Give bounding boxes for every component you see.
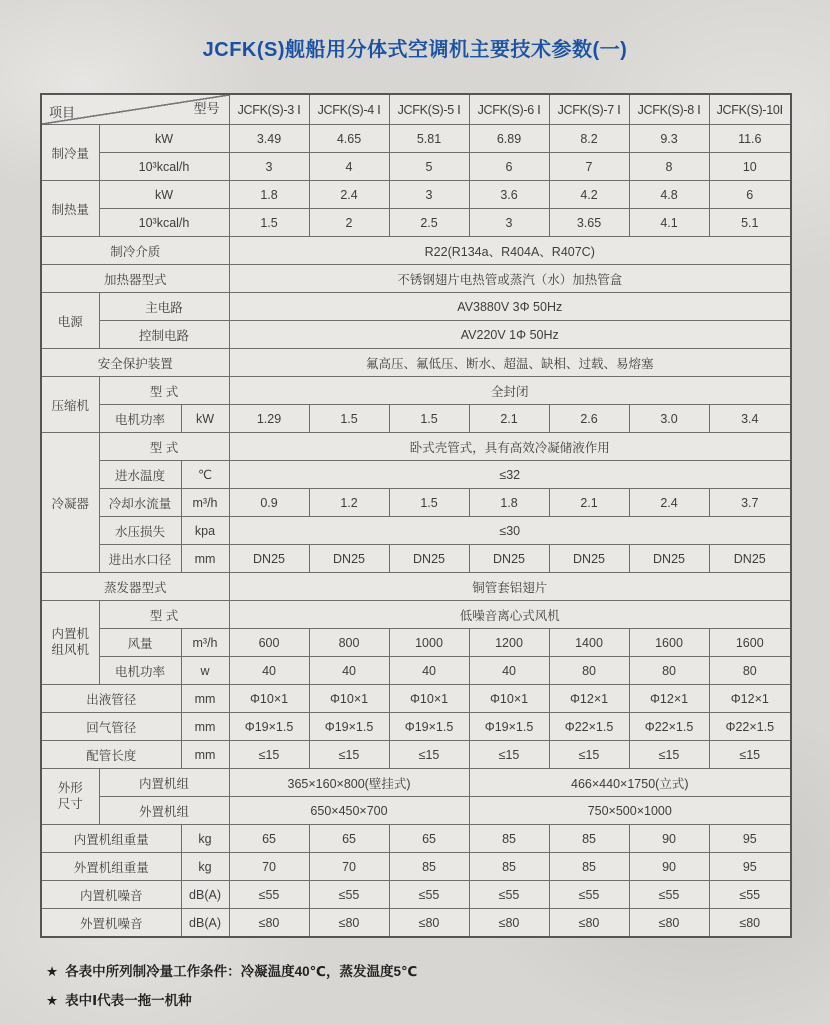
- star-icon: ★: [46, 964, 59, 979]
- dimensions-indoor-row: [41, 769, 791, 797]
- value-cell: Φ19×1.5: [229, 713, 309, 741]
- span-value-cell: 氟高压、氟低压、断水、超温、缺相、过载、易熔塞: [229, 349, 791, 377]
- value-cell: Φ19×1.5: [309, 713, 389, 741]
- span-value-cell: ≤32: [229, 461, 791, 489]
- value-cell: 8.2: [549, 125, 629, 153]
- value-cell: 85: [469, 853, 549, 881]
- value-cell: 6: [469, 153, 549, 181]
- value-cell: ≤80: [229, 909, 309, 938]
- power-control-row: [41, 321, 791, 349]
- value-cell: 9.3: [629, 125, 709, 153]
- unit-cell: mm: [181, 545, 229, 573]
- row-label-dimensions-line2: 尺寸: [57, 796, 83, 811]
- footnotes: [46, 960, 786, 1018]
- value-cell: 6.89: [469, 125, 549, 153]
- heating-kw-row: [41, 181, 791, 209]
- value-cell: 85: [389, 853, 469, 881]
- value-cell: 0.9: [229, 489, 309, 517]
- value-cell: ≤15: [549, 741, 629, 769]
- value-cell: 800: [309, 629, 389, 657]
- sub-label-water-flow: 冷却水流量: [99, 489, 181, 517]
- row-label-refrigerant: 制冷介质: [41, 237, 229, 265]
- value-cell: Φ22×1.5: [549, 713, 629, 741]
- unit-cell: kg: [181, 853, 229, 881]
- value-cell: 8: [629, 153, 709, 181]
- cooling-kcal-row: [41, 153, 791, 181]
- value-cell: 85: [549, 825, 629, 853]
- value-cell: ≤15: [469, 741, 549, 769]
- value-cell: 1.5: [389, 405, 469, 433]
- value-cell: 1.29: [229, 405, 309, 433]
- value-cell: 3.0: [629, 405, 709, 433]
- sub-label-air-volume: 风量: [99, 629, 181, 657]
- value-cell: ≤15: [229, 741, 309, 769]
- value-cell: ≤15: [709, 741, 791, 769]
- value-cell: ≤80: [709, 909, 791, 938]
- value-cell: 1600: [629, 629, 709, 657]
- value-cell: 6: [709, 181, 791, 209]
- value-cell: 80: [709, 657, 791, 685]
- value-cell: 80: [629, 657, 709, 685]
- row-label-compressor: 压缩机: [41, 377, 99, 433]
- value-cell: ≤55: [389, 881, 469, 909]
- value-cell: ≤55: [549, 881, 629, 909]
- star-icon: ★: [46, 993, 59, 1008]
- value-cell: 65: [389, 825, 469, 853]
- value-cell: ≤55: [629, 881, 709, 909]
- value-cell: 10: [709, 153, 791, 181]
- row-label-safety: 安全保护装置: [41, 349, 229, 377]
- value-cell: Φ12×1: [709, 685, 791, 713]
- value-cell: 95: [709, 825, 791, 853]
- value-cell: 1000: [389, 629, 469, 657]
- value-cell: 2.4: [629, 489, 709, 517]
- value-cell: 3.49: [229, 125, 309, 153]
- sub-label-motor-power: 电机功率: [99, 657, 181, 685]
- unit-cell: kW: [99, 125, 229, 153]
- model-header-cell: JCFK(S)-3 Ⅰ: [229, 94, 309, 125]
- value-cell: ≤80: [469, 909, 549, 938]
- span-value-cell: 铜管套铝翅片: [229, 573, 791, 601]
- outdoor-noise-row: [41, 909, 791, 938]
- value-cell: 4: [309, 153, 389, 181]
- value-cell: Φ10×1: [229, 685, 309, 713]
- value-cell: 1600: [709, 629, 791, 657]
- value-cell: 80: [549, 657, 629, 685]
- value-cell: 11.6: [709, 125, 791, 153]
- span-value-cell: R22(R134a、R404A、R407C): [229, 237, 791, 265]
- condenser-inlet-temp-row: [41, 461, 791, 489]
- unit-cell: 10³kcal/h: [99, 153, 229, 181]
- dimensions-outdoor-row: [41, 797, 791, 825]
- unit-cell: mm: [181, 685, 229, 713]
- fan-motor-row: [41, 657, 791, 685]
- value-cell: DN25: [389, 545, 469, 573]
- value-cell: 3.6: [469, 181, 549, 209]
- footnote-2-text: 表中Ⅰ代表一拖一机种: [65, 993, 192, 1008]
- page-title: JCFK(S)舰船用分体式空调机主要技术参数(一): [202, 39, 628, 61]
- value-cell: 2.4: [309, 181, 389, 209]
- fan-type-row: [41, 601, 791, 629]
- model-header-cell: JCFK(S)-8 Ⅰ: [629, 94, 709, 125]
- value-cell: Φ22×1.5: [709, 713, 791, 741]
- row-label-outdoor-noise: 外置机噪音: [41, 909, 181, 938]
- value-cell: Φ10×1: [309, 685, 389, 713]
- value-cell: 90: [629, 853, 709, 881]
- condenser-pressure-loss-row: [41, 517, 791, 545]
- span-value-cell: AV220V 1Φ 50Hz: [229, 321, 791, 349]
- value-cell: 1.5: [229, 209, 309, 237]
- row-label-power: 电源: [41, 293, 99, 349]
- value-cell: 600: [229, 629, 309, 657]
- value-cell: ≤15: [309, 741, 389, 769]
- unit-cell: mm: [181, 713, 229, 741]
- span-value-cell: ≤30: [229, 517, 791, 545]
- heater-row: [41, 265, 791, 293]
- evaporator-row: [41, 573, 791, 601]
- value-cell: 3.4: [709, 405, 791, 433]
- dimension-value-cell: 365×160×800(壁挂式): [229, 769, 469, 797]
- model-header-cell: JCFK(S)-6 Ⅰ: [469, 94, 549, 125]
- unit-cell: kW: [99, 181, 229, 209]
- corner-cell: [41, 94, 229, 125]
- unit-cell: kpa: [181, 517, 229, 545]
- value-cell: 4.8: [629, 181, 709, 209]
- dimension-value-cell: 466×440×1750(立式): [469, 769, 791, 797]
- condenser-water-flow-row: [41, 489, 791, 517]
- row-label-outdoor-weight: 外置机组重量: [41, 853, 181, 881]
- value-cell: 4.2: [549, 181, 629, 209]
- spec-table: [40, 93, 792, 938]
- row-label-indoor-noise: 内置机噪音: [41, 881, 181, 909]
- span-value-cell: AV3880V 3Φ 50Hz: [229, 293, 791, 321]
- value-cell: Φ19×1.5: [389, 713, 469, 741]
- value-cell: 65: [309, 825, 389, 853]
- value-cell: 5: [389, 153, 469, 181]
- power-main-row: [41, 293, 791, 321]
- value-cell: Φ12×1: [549, 685, 629, 713]
- pipe-length-row: [41, 741, 791, 769]
- sub-label-outdoor-unit: 外置机组: [99, 797, 229, 825]
- value-cell: ≤80: [549, 909, 629, 938]
- value-cell: 1.5: [389, 489, 469, 517]
- value-cell: 40: [229, 657, 309, 685]
- sub-label-main-circuit: 主电路: [99, 293, 229, 321]
- footnote-1-text: 各表中所列制冷量工作条件：冷凝温度40℃，蒸发温度5℃: [65, 964, 418, 979]
- value-cell: 2.1: [469, 405, 549, 433]
- sub-label-motor-power: 电机功率: [99, 405, 181, 433]
- model-header-cell: JCFK(S)-10Ⅰ: [709, 94, 791, 125]
- gas-pipe-row: [41, 713, 791, 741]
- value-cell: Φ19×1.5: [469, 713, 549, 741]
- value-cell: 40: [389, 657, 469, 685]
- value-cell: 40: [309, 657, 389, 685]
- value-cell: 1.8: [469, 489, 549, 517]
- row-label-indoor-fan-line2: 组风机: [51, 642, 89, 657]
- value-cell: DN25: [309, 545, 389, 573]
- value-cell: 7: [549, 153, 629, 181]
- sub-label-port-size: 进出水口径: [99, 545, 181, 573]
- safety-row: [41, 349, 791, 377]
- row-label-indoor-fan-line1: 内置机: [51, 626, 89, 641]
- liquid-pipe-row: [41, 685, 791, 713]
- value-cell: ≤80: [309, 909, 389, 938]
- value-cell: ≤55: [229, 881, 309, 909]
- row-label-indoor-weight: 内置机组重量: [41, 825, 181, 853]
- row-label-liquid-pipe: 出液管径: [41, 685, 181, 713]
- header-row: [41, 94, 791, 125]
- value-cell: DN25: [549, 545, 629, 573]
- sub-label-type: 型 式: [99, 433, 229, 461]
- outdoor-weight-row: [41, 853, 791, 881]
- span-value-cell: 全封闭: [229, 377, 791, 405]
- span-value-cell: 不锈钢翅片电热管或蒸汽（水）加热管盒: [229, 265, 791, 293]
- sub-label-indoor-unit: 内置机组: [99, 769, 229, 797]
- row-label-condenser: 冷凝器: [41, 433, 99, 573]
- unit-cell: kW: [181, 405, 229, 433]
- value-cell: 1200: [469, 629, 549, 657]
- value-cell: 5.1: [709, 209, 791, 237]
- row-label-gas-pipe: 回气管径: [41, 713, 181, 741]
- sub-label-type: 型 式: [99, 601, 229, 629]
- unit-cell: dB(A): [181, 909, 229, 938]
- value-cell: 3: [229, 153, 309, 181]
- value-cell: 85: [469, 825, 549, 853]
- value-cell: 90: [629, 825, 709, 853]
- unit-cell: ℃: [181, 461, 229, 489]
- unit-cell: dB(A): [181, 881, 229, 909]
- sub-label-pressure-loss: 水压损失: [99, 517, 181, 545]
- sub-label-control-circuit: 控制电路: [99, 321, 229, 349]
- footnote-1: [46, 960, 786, 980]
- value-cell: ≤15: [389, 741, 469, 769]
- value-cell: ≤80: [629, 909, 709, 938]
- value-cell: 2.6: [549, 405, 629, 433]
- value-cell: 2: [309, 209, 389, 237]
- value-cell: 70: [229, 853, 309, 881]
- value-cell: DN25: [469, 545, 549, 573]
- row-label-heater: 加热器型式: [41, 265, 229, 293]
- value-cell: ≤80: [389, 909, 469, 938]
- value-cell: 95: [709, 853, 791, 881]
- value-cell: ≤55: [309, 881, 389, 909]
- value-cell: 3: [389, 181, 469, 209]
- value-cell: 3.65: [549, 209, 629, 237]
- condenser-type-row: [41, 433, 791, 461]
- corner-item-label: 项目: [49, 105, 76, 120]
- value-cell: ≤55: [709, 881, 791, 909]
- indoor-weight-row: [41, 825, 791, 853]
- indoor-noise-row: [41, 881, 791, 909]
- span-value-cell: 低噪音离心式风机: [229, 601, 791, 629]
- value-cell: 1.2: [309, 489, 389, 517]
- row-label-evaporator: 蒸发器型式: [41, 573, 229, 601]
- unit-cell: w: [181, 657, 229, 685]
- value-cell: DN25: [629, 545, 709, 573]
- refrigerant-row: [41, 237, 791, 265]
- footnote-2: [46, 989, 786, 1009]
- condenser-port-size-row: [41, 545, 791, 573]
- compressor-motor-row: [41, 405, 791, 433]
- fan-air-volume-row: [41, 629, 791, 657]
- value-cell: 1400: [549, 629, 629, 657]
- value-cell: 70: [309, 853, 389, 881]
- dimension-value-cell: 750×500×1000: [469, 797, 791, 825]
- value-cell: 85: [549, 853, 629, 881]
- model-header-cell: JCFK(S)-7 Ⅰ: [549, 94, 629, 125]
- unit-cell: kg: [181, 825, 229, 853]
- value-cell: DN25: [229, 545, 309, 573]
- cooling-kw-row: [41, 125, 791, 153]
- span-value-cell: 卧式壳管式，具有高效冷凝储液作用: [229, 433, 791, 461]
- value-cell: 5.81: [389, 125, 469, 153]
- compressor-type-row: [41, 377, 791, 405]
- sub-label-type: 型 式: [99, 377, 229, 405]
- row-label-dimensions: [41, 769, 99, 825]
- value-cell: 4.1: [629, 209, 709, 237]
- value-cell: Φ10×1: [469, 685, 549, 713]
- unit-cell: m³/h: [181, 489, 229, 517]
- unit-cell: mm: [181, 741, 229, 769]
- value-cell: 2.5: [389, 209, 469, 237]
- value-cell: 3.7: [709, 489, 791, 517]
- heating-kcal-row: [41, 209, 791, 237]
- value-cell: 1.8: [229, 181, 309, 209]
- value-cell: 2.1: [549, 489, 629, 517]
- row-label-pipe-length: 配管长度: [41, 741, 181, 769]
- value-cell: 1.5: [309, 405, 389, 433]
- value-cell: 3: [469, 209, 549, 237]
- sub-label-inlet-temp: 进水温度: [99, 461, 181, 489]
- model-header-cell: JCFK(S)-4 Ⅰ: [309, 94, 389, 125]
- value-cell: Φ12×1: [629, 685, 709, 713]
- value-cell: ≤15: [629, 741, 709, 769]
- corner-model-label: 型号: [193, 101, 220, 116]
- unit-cell: 10³kcal/h: [99, 209, 229, 237]
- model-header-cell: JCFK(S)-5 Ⅰ: [389, 94, 469, 125]
- dimension-value-cell: 650×450×700: [229, 797, 469, 825]
- value-cell: 40: [469, 657, 549, 685]
- value-cell: 65: [229, 825, 309, 853]
- row-label-indoor-fan: [41, 601, 99, 685]
- row-label-cooling: 制冷量: [41, 125, 99, 181]
- value-cell: 4.65: [309, 125, 389, 153]
- value-cell: Φ22×1.5: [629, 713, 709, 741]
- row-label-heating: 制热量: [41, 181, 99, 237]
- row-label-dimensions-line1: 外形: [57, 780, 83, 795]
- value-cell: DN25: [709, 545, 791, 573]
- value-cell: ≤55: [469, 881, 549, 909]
- value-cell: Φ10×1: [389, 685, 469, 713]
- unit-cell: m³/h: [181, 629, 229, 657]
